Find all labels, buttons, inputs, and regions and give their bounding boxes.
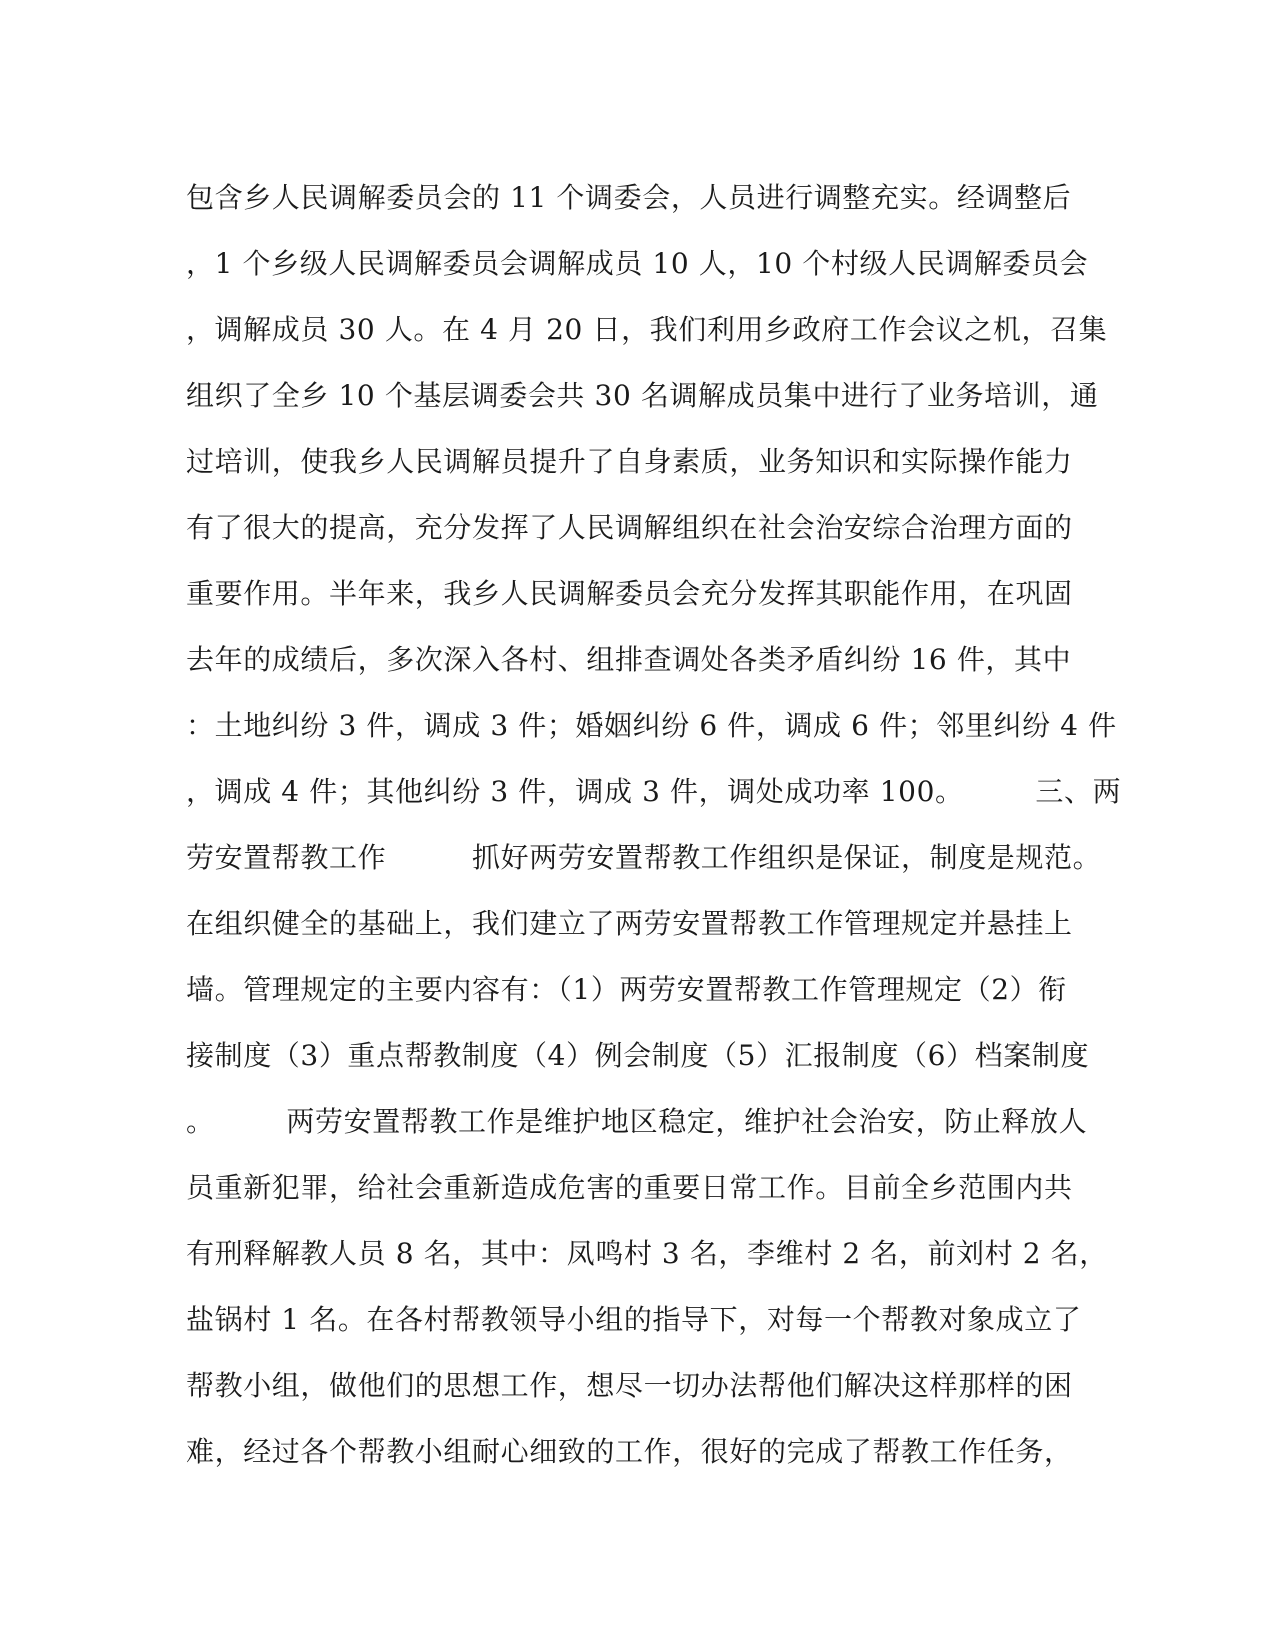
text-line: 盐锅村 1 名。在各村帮教领导小组的指导下，对每一个帮教对象成立了 (186, 1303, 1082, 1336)
text-line: 。 两劳安置帮教工作是维护地区稳定，维护社会治安，防止释放人 (186, 1105, 1088, 1138)
text-line: 在组织健全的基础上，我们建立了两劳安置帮教工作管理规定并悬挂上 (186, 907, 1073, 940)
text-line: 墙。管理规定的主要内容有：（1）两劳安置帮教工作管理规定（2）衔 (186, 973, 1067, 1006)
body-text (186, 165, 1122, 1485)
text-line: 去年的成绩后，多次深入各村、组排查调处各类矛盾纠纷 16 件，其中 (186, 643, 1072, 676)
text-line: 重要作用。半年来，我乡人民调解委员会充分发挥其职能作用，在巩固 (186, 577, 1073, 610)
text-line: 包含乡人民调解委员会的 11 个调委会，人员进行调整充实。经调整后 (186, 181, 1072, 214)
text-line: 有刑释解教人员 8 名，其中：凤鸣村 3 名，李维村 2 名，前刘村 2 名， (186, 1237, 1108, 1270)
text-line: 组织了全乡 10 个基层调委会共 30 名调解成员集中进行了业务培训，通 (186, 379, 1099, 412)
text-line: ，调成 4 件；其他纠纷 3 件，调成 3 件，调处成功率 100。 三、两 (186, 775, 1122, 808)
text-line: 员重新犯罪，给社会重新造成危害的重要日常工作。目前全乡范围内共 (186, 1171, 1073, 1204)
text-line: 过培训，使我乡人民调解员提升了自身素质，业务知识和实际操作能力 (186, 445, 1073, 478)
text-line: 接制度（3）重点帮教制度（4）例会制度（5）汇报制度（6）档案制度 (186, 1039, 1090, 1072)
text-line: 有了很大的提高，充分发挥了人民调解组织在社会治安综合治理方面的 (186, 511, 1073, 544)
text-line: 难，经过各个帮教小组耐心细致的工作，很好的完成了帮教工作任务， (186, 1435, 1073, 1468)
text-line: 帮教小组，做他们的思想工作，想尽一切办法帮他们解决这样那样的困 (186, 1369, 1073, 1402)
text-line: ，调解成员 30 人。在 4 月 20 日，我们利用乡政府工作会议之机，召集 (186, 313, 1108, 346)
text-line: 劳安置帮教工作 抓好两劳安置帮教工作组织是保证，制度是规范。 (186, 841, 1102, 874)
text-line: ，1 个乡级人民调解委员会调解成员 10 人，10 个村级人民调解委员会 (186, 247, 1089, 280)
text-line: ：土地纠纷 3 件，调成 3 件；婚姻纠纷 6 件，调成 6 件；邻里纠纷 4 件 (186, 709, 1117, 742)
